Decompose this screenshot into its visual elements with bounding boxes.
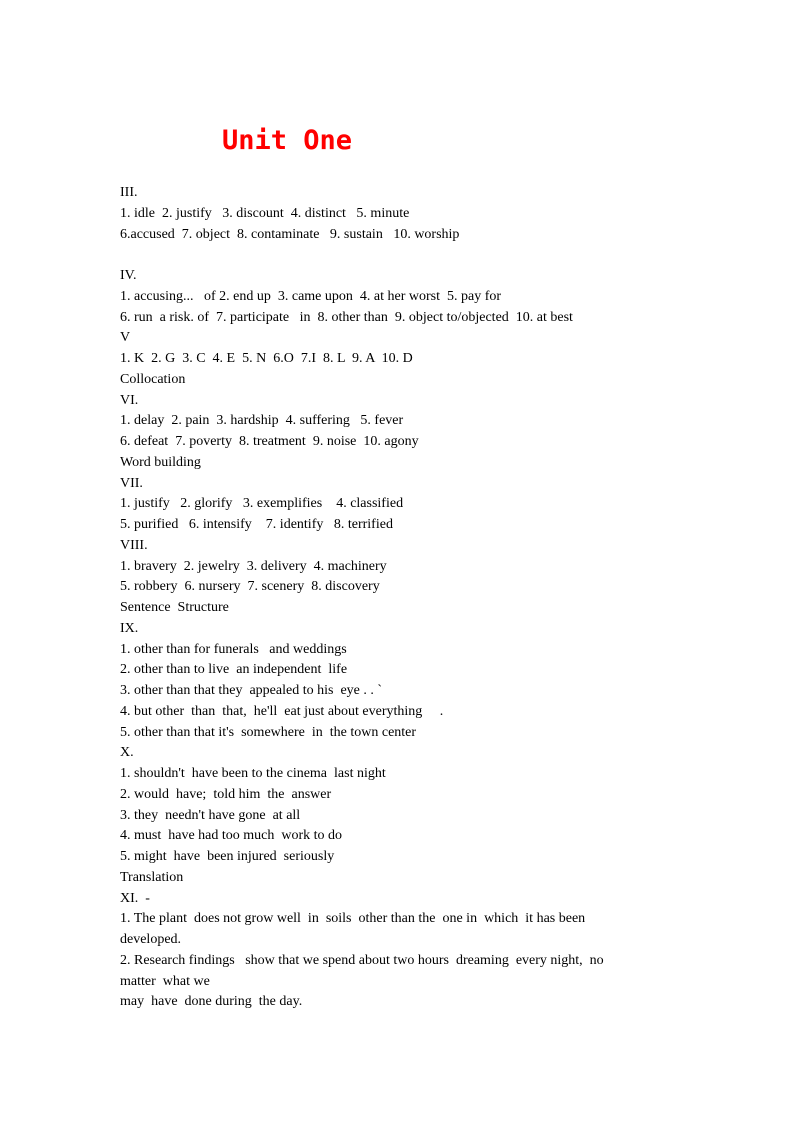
text-line: III. [120,185,138,200]
text-line: developed. [120,932,182,947]
text-line: IX. [120,620,139,636]
answer-key-body [120,183,680,1013]
text-line: 1. K 2. G 3. C 4. E 5. N 6.O 7.I 8. L 9. A 10. D [120,351,413,366]
page-title: Unit One [222,125,353,156]
text-line: 3. other than that they appealed to his eye . . ` [120,683,383,698]
text-line: 1. accusing... of 2. end up 3. came upon 4. at her worst 5. pay for [120,288,502,304]
text-line: VII. [120,475,143,491]
text-line: 5. might have been injured seriously [120,849,335,864]
text-line: V [120,330,131,346]
text-line: 6. defeat 7. poverty 8. treatment 9. noise 10. agony [120,434,419,449]
text-line: 5. purified 6. intensify 7. identify 8. terrified [120,517,393,532]
text-line: 6. run a risk. of 7. participate in 8. other than 9. object to/objected 10. at best [120,309,573,325]
text-line: 1. shouldn't have been to the cinema last night [120,766,386,781]
text-line: 1. other than for funerals and weddings [120,641,347,657]
text-line: 6.accused 7. object 8. contaminate 9. sustain 10. worship [120,226,460,242]
text-line: 1. delay 2. pain 3. hardship 4. suffering 5. fever [120,413,404,429]
text-line: XI. - [120,890,150,906]
text-line: VIII. [120,537,148,553]
text-line: 5. other than that it's somewhere in the town center [120,724,417,740]
text-line: 2. other than to live an independent life [120,662,348,678]
text-line: 5. robbery 6. nursery 7. scenery 8. discovery [120,579,380,595]
text-line: 4. must have had too much work to do [120,828,343,844]
text-line: IV. [120,268,137,283]
text-line: 3. they needn't have gone at all [120,807,301,823]
text-line: VI. [120,392,139,408]
text-line: Word building [120,454,201,470]
text-line: 1. The plant does not grow well in soils other than the one in which it has been [120,911,586,927]
text-line: X. [120,745,134,761]
text-line: 1. bravery 2. jewelry 3. delivery 4. machinery [120,558,387,574]
text-line: may have done during the day. [120,994,303,1010]
text-line: matter what we [120,973,210,989]
text-line: 2. would have; told him the answer [120,786,332,802]
text-line: Translation [120,869,184,885]
text-line: 1. idle 2. justify 3. discount 4. distinct 5. minute [120,205,410,221]
text-line: 4. but other than that, he'll eat just about everything . [120,703,444,719]
text-line: Collocation [120,371,186,387]
text-line: 1. justify 2. glorify 3. exemplifies 4. classified [120,496,404,512]
text-line: Sentence Structure [120,600,229,615]
blank-line [120,245,680,266]
text-line: 2. Research findings show that we spend about two hours dreaming every night, no [120,952,604,968]
